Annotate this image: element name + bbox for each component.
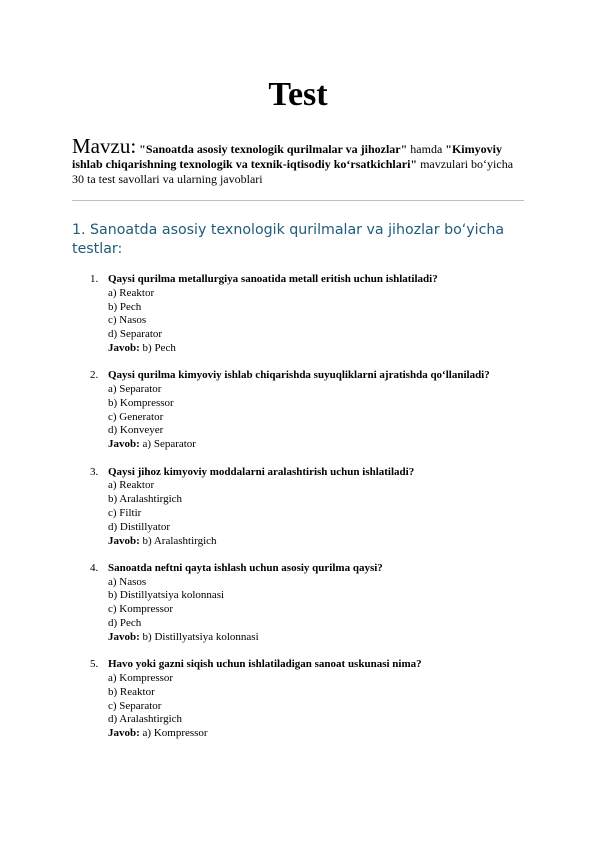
question-number: 1. <box>90 273 99 285</box>
answer-option: d) Aralashtirgich <box>108 713 183 726</box>
answer-option: d) Distillyator <box>108 520 171 533</box>
answer-value: a) Kompressor <box>142 727 208 740</box>
answer-value: b) Distillyatsiya kolonnasi <box>142 630 259 643</box>
answer-value: a) Separator <box>142 438 196 451</box>
answer-option: d) Pech <box>108 617 142 630</box>
answer-line <box>108 727 524 741</box>
question-item <box>72 466 524 549</box>
answer-label: Javob: <box>108 630 140 643</box>
answer-value: b) Pech <box>142 341 176 354</box>
answer-option: d) Konveyer <box>108 424 164 437</box>
question-item <box>72 562 524 645</box>
answer-option: c) Separator <box>108 699 162 712</box>
answer-option: c) Kompressor <box>108 603 174 616</box>
topic-connector: hamda <box>407 142 446 156</box>
document-title: Test <box>268 76 328 113</box>
topic-title-1: "Sanoatda asosiy texnologik qurilmalar va jihozlar" <box>139 142 408 156</box>
answer-option: b) Reaktor <box>108 685 155 698</box>
question-text: Qaysi jihoz kimyoviy moddalarni aralashtirish uchun ishlatiladi? <box>108 465 415 478</box>
answer-line <box>108 438 524 452</box>
topic-label-colon: : <box>130 134 137 158</box>
answer-line <box>108 535 524 549</box>
section-heading: 1. Sanoatda asosiy texnologik qurilmalar va jihozlar bo‘yicha testlar: <box>72 222 505 257</box>
question-number: 2. <box>90 369 99 382</box>
question-text: Qaysi qurilma metallurgiya sanoatida metall eritish uchun ishlatiladi? <box>108 273 438 285</box>
answer-option: c) Nasos <box>108 314 147 327</box>
question-number: 5. <box>90 658 99 671</box>
question-text: Havo yoki gazni siqish uchun ishlatiladigan sanoat uskunasi nima? <box>108 658 422 671</box>
answer-option: c) Filtir <box>108 506 142 519</box>
answer-option: b) Distillyatsiya kolonnasi <box>108 589 225 602</box>
question-list <box>72 273 524 754</box>
topic-label: Mavzu <box>72 134 131 158</box>
answer-option: d) Separator <box>108 328 163 341</box>
answer-option: a) Reaktor <box>108 286 155 299</box>
topic-paragraph <box>72 136 524 187</box>
answer-option: b) Aralashtirgich <box>108 493 183 506</box>
answer-option: b) Pech <box>108 300 142 313</box>
question-text: Sanoatda neftni qayta ishlash uchun asosiy qurilma qaysi? <box>108 561 383 574</box>
question-number: 4. <box>90 561 99 574</box>
question-item <box>72 658 524 741</box>
answer-line <box>108 631 524 645</box>
horizontal-divider <box>72 200 524 201</box>
question-number: 3. <box>90 465 99 478</box>
answer-option: a) Nasos <box>108 575 147 588</box>
answer-option: a) Reaktor <box>108 479 155 492</box>
answer-value: b) Aralashtirgich <box>142 534 217 547</box>
question-item <box>72 369 524 452</box>
answer-option: a) Separator <box>108 383 162 396</box>
question-item <box>72 273 524 356</box>
topic-description: mavzulari bo‘yicha 30 ta test savollari va ularning javoblari <box>72 157 514 186</box>
answer-label: Javob: <box>108 727 140 740</box>
answer-label: Javob: <box>108 438 140 451</box>
answer-option: a) Kompressor <box>108 671 174 684</box>
question-text: Qaysi qurilma kimyoviy ishlab chiqarishda suyuqliklarni ajratishda qo‘llaniladi? <box>108 369 490 382</box>
answer-line <box>108 342 524 356</box>
answer-label: Javob: <box>108 534 140 547</box>
answer-label: Javob: <box>108 341 140 354</box>
answer-option: c) Generator <box>108 410 164 423</box>
topic-title-2: "Kimyoviy ishlab chiqarishning texnologik va texnik-iqtisodiy ko‘rsatkichlari" <box>72 142 502 171</box>
answer-option: b) Kompressor <box>108 396 174 409</box>
